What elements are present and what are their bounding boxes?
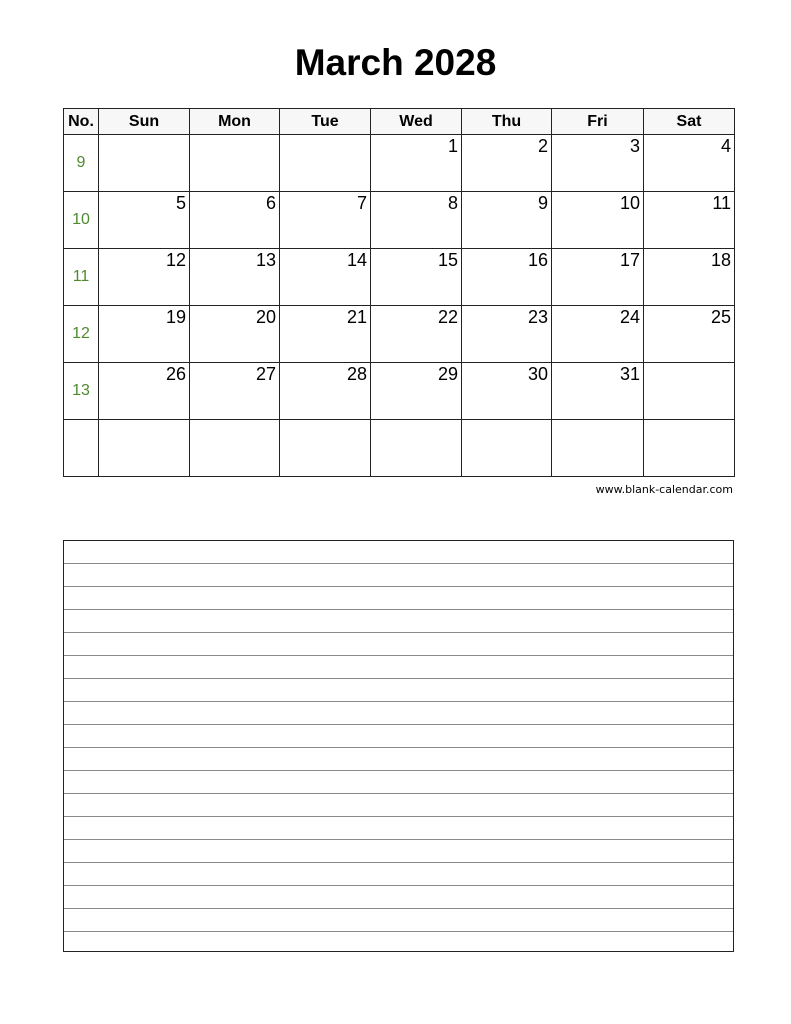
week-row	[64, 420, 735, 477]
day-cell[interactable]	[552, 192, 644, 249]
note-line	[64, 655, 733, 656]
day-number: 24	[619, 307, 640, 327]
day-number: 11	[712, 193, 731, 213]
day-number	[99, 420, 189, 421]
note-line	[64, 908, 733, 909]
day-cell[interactable]	[280, 306, 371, 363]
header-wed: Wed	[371, 109, 462, 135]
note-line	[64, 816, 733, 817]
note-line	[64, 586, 733, 587]
day-number: 15	[437, 250, 458, 270]
day-number: 14	[346, 250, 367, 270]
day-cell[interactable]	[552, 363, 644, 420]
day-number: 25	[710, 307, 731, 327]
day-number: 31	[619, 364, 640, 384]
day-number	[99, 135, 189, 136]
day-number: 12	[165, 250, 186, 270]
day-number	[280, 135, 370, 136]
day-number: 9	[537, 193, 548, 213]
day-cell[interactable]	[190, 135, 280, 192]
day-cell[interactable]	[644, 192, 735, 249]
day-cell[interactable]	[190, 249, 280, 306]
day-number: 22	[437, 307, 458, 327]
day-cell[interactable]	[552, 249, 644, 306]
note-line	[64, 931, 733, 932]
day-number: 27	[255, 364, 276, 384]
day-number	[371, 420, 461, 421]
note-line	[64, 770, 733, 771]
note-line	[64, 678, 733, 679]
day-number: 5	[175, 193, 186, 213]
week-number	[64, 420, 99, 477]
header-week-number: No.	[64, 109, 99, 135]
day-number	[190, 420, 279, 421]
day-number	[462, 420, 551, 421]
day-number: 6	[265, 193, 276, 213]
day-cell[interactable]	[644, 249, 735, 306]
day-number: 23	[527, 307, 548, 327]
day-cell[interactable]	[371, 363, 462, 420]
day-cell[interactable]	[99, 249, 190, 306]
day-number: 13	[255, 250, 276, 270]
week-row	[64, 192, 735, 249]
notes-area[interactable]	[63, 540, 734, 952]
day-cell[interactable]	[99, 363, 190, 420]
day-number: 10	[619, 193, 640, 213]
week-number: 10	[64, 192, 99, 249]
day-number	[644, 363, 734, 364]
day-number: 29	[437, 364, 458, 384]
day-cell[interactable]	[462, 192, 552, 249]
day-cell[interactable]	[462, 363, 552, 420]
week-row	[64, 306, 735, 363]
day-number: 26	[165, 364, 186, 384]
header-row	[64, 109, 735, 135]
day-number: 16	[527, 250, 548, 270]
day-number: 17	[619, 250, 640, 270]
week-row	[64, 363, 735, 420]
header-tue: Tue	[280, 109, 371, 135]
header-fri: Fri	[552, 109, 644, 135]
day-cell[interactable]	[280, 249, 371, 306]
day-cell[interactable]	[462, 135, 552, 192]
day-cell[interactable]	[99, 420, 190, 477]
day-cell[interactable]	[371, 306, 462, 363]
day-number: 2	[537, 136, 548, 156]
note-line	[64, 793, 733, 794]
day-number	[644, 420, 734, 421]
day-number: 1	[447, 136, 458, 156]
day-cell[interactable]	[280, 192, 371, 249]
day-cell[interactable]	[190, 363, 280, 420]
header-mon: Mon	[190, 109, 280, 135]
note-line	[64, 609, 733, 610]
day-cell[interactable]	[190, 192, 280, 249]
day-cell[interactable]	[462, 420, 552, 477]
note-line	[64, 632, 733, 633]
week-number: 12	[64, 306, 99, 363]
calendar-grid	[63, 108, 735, 477]
day-number: 21	[346, 307, 367, 327]
day-cell[interactable]	[552, 306, 644, 363]
day-number: 3	[629, 136, 640, 156]
day-number: 28	[346, 364, 367, 384]
day-number	[280, 420, 370, 421]
header-sun: Sun	[99, 109, 190, 135]
day-number: 7	[356, 193, 367, 213]
header-thu: Thu	[462, 109, 552, 135]
day-cell[interactable]	[280, 363, 371, 420]
day-cell[interactable]	[280, 420, 371, 477]
note-line	[64, 701, 733, 702]
day-cell[interactable]	[644, 420, 735, 477]
day-cell[interactable]	[644, 306, 735, 363]
day-cell[interactable]	[190, 306, 280, 363]
note-line	[64, 885, 733, 886]
week-number: 11	[64, 249, 99, 306]
website-footer-link[interactable]: www.blank-calendar.com	[595, 483, 733, 496]
day-cell[interactable]	[462, 306, 552, 363]
day-cell[interactable]	[552, 135, 644, 192]
week-row	[64, 135, 735, 192]
day-cell[interactable]	[371, 249, 462, 306]
day-number: 30	[527, 364, 548, 384]
note-line	[64, 747, 733, 748]
day-cell[interactable]	[462, 249, 552, 306]
day-cell[interactable]	[644, 135, 735, 192]
note-line	[64, 563, 733, 564]
day-number	[190, 135, 279, 136]
day-number	[552, 420, 643, 421]
note-line	[64, 862, 733, 863]
day-cell[interactable]	[190, 420, 280, 477]
day-cell[interactable]	[99, 192, 190, 249]
week-number: 13	[64, 363, 99, 420]
day-cell[interactable]	[371, 420, 462, 477]
week-row	[64, 249, 735, 306]
day-cell[interactable]	[371, 192, 462, 249]
day-cell[interactable]	[280, 135, 371, 192]
day-number: 19	[165, 307, 186, 327]
day-number: 18	[710, 250, 731, 270]
day-cell[interactable]	[371, 135, 462, 192]
day-cell[interactable]	[644, 363, 735, 420]
note-line	[64, 839, 733, 840]
day-cell[interactable]	[99, 135, 190, 192]
note-line	[64, 724, 733, 725]
day-number: 20	[255, 307, 276, 327]
day-number: 4	[720, 136, 731, 156]
page-title: March 2028	[294, 42, 497, 83]
header-sat: Sat	[644, 109, 735, 135]
week-number: 9	[64, 135, 99, 192]
day-cell[interactable]	[552, 420, 644, 477]
day-cell[interactable]	[99, 306, 190, 363]
day-number: 8	[447, 193, 458, 213]
